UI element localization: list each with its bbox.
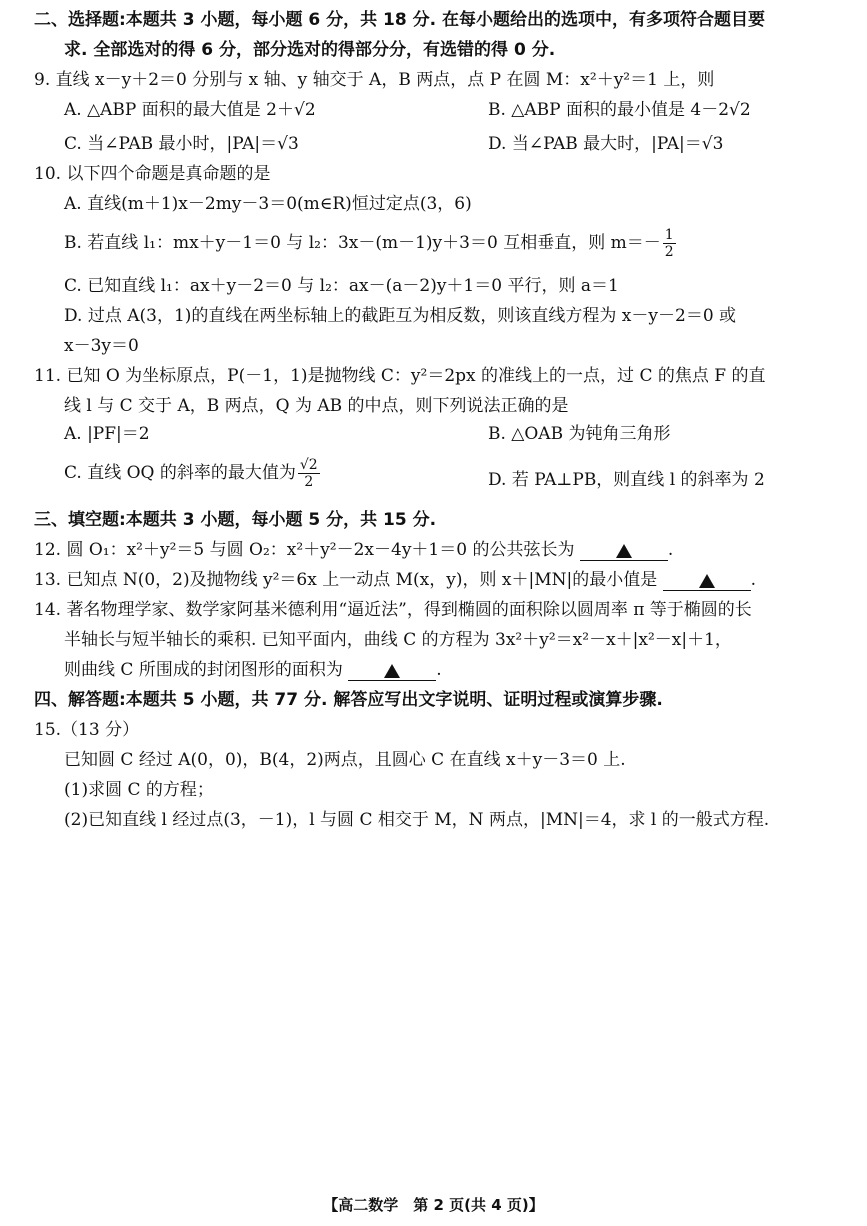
section-2-heading-line-2: 求. 全部选对的得 6 分，部分选对的得部分分，有选错的得 0 分. [64,40,556,60]
question-9-option-d: D. 当∠PAB 最大时，|PA|＝√3 [488,134,724,154]
fraction [298,458,320,489]
section-4-heading: 四、解答题:本题共 5 小题，共 77 分. 解答应写出文字说明、证明过程或演算步骤. [34,690,663,710]
question-15-part-1: (1)求圆 C 的方程； [64,780,214,800]
answer-blank[interactable] [348,662,436,681]
answer-blank[interactable] [580,542,668,561]
question-11-stem-line-2: 线 l 与 C 交于 A，B 两点，Q 为 AB 的中点，则下列说法正确的是 [64,396,569,416]
question-11-option-d: D. 若 PA⊥PB，则直线 l 的斜率为 2 [488,470,765,490]
question-10-stem: 10. 以下四个命题是真命题的是 [34,164,271,184]
question-14-line-1: 14. 著名物理学家、数学家阿基米德利用“逼近法”，得到椭圆的面积除以圆周率 π 等于椭圆的长 [34,600,752,620]
question-11-option-c-text: C. 直线 OQ 的斜率的最大值为 [64,463,296,483]
question-10-option-a: A. 直线(m＋1)x－2my－3＝0(m∈R)恒过定点(3，6) [64,194,472,214]
question-12 [34,540,673,560]
question-14-line-2: 半轴长与短半轴长的乘积. 已知平面内，曲线 C 的方程为 3x²＋y²＝x²－x＋|x²－x|＋1， [64,630,732,650]
question-10-option-b-text: B. 若直线 l₁：mx＋y－1＝0 与 l₂：3x－(m－1)y＋3＝0 互相垂直，则 m＝－ [64,233,661,253]
question-11-option-c [64,458,322,489]
section-2-heading-line-1: 二、选择题:本题共 3 小题，每小题 6 分，共 18 分. 在每小题给出的选项中，有多项符合题目要 [34,10,765,30]
question-13-text: 13. 已知点 N(0，2)及抛物线 y²＝6x 上一动点 M(x，y)，则 x＋|MN|的最小值是 [34,570,658,590]
fraction [663,228,676,259]
question-10-option-c: C. 已知直线 l₁：ax＋y－2＝0 与 l₂：ax－(a－2)y＋1＝0 平行，则 a＝1 [64,276,619,296]
question-9-stem: 9. 直线 x－y＋2＝0 分别与 x 轴、y 轴交于 A，B 两点，点 P 在圆 M：x²＋y²＝1 上，则 [34,70,715,90]
question-11-stem-line-1: 11. 已知 O 为坐标原点，P(－1，1)是抛物线 C：y²＝2px 的准线上的一点，过 C 的焦点 F 的直 [34,366,766,386]
question-15-part-2: (2)已知直线 l 经过点(3，－1)，l 与圆 C 相交于 M，N 两点，|MN|＝4，求 l 的一般式方程. [64,810,770,830]
question-9-option-b: B. △ABP 面积的最小值是 4－2√2 [488,100,751,120]
answer-blank[interactable] [663,572,751,591]
page-footer: 【高二数学 第 2 页(共 4 页)】 [323,1196,544,1214]
question-13 [34,570,756,590]
question-12-text: 12. 圆 O₁：x²＋y²＝5 与圆 O₂：x²＋y²－2x－4y＋1＝0 的公共弦长为 [34,540,575,560]
question-14-text: 则曲线 C 所围成的封闭图形的面积为 [64,660,343,680]
question-12-end: . [667,540,674,560]
fraction-denominator: 2 [304,474,314,490]
question-14-end: . [436,660,442,680]
question-13-end: . [750,570,757,590]
fraction-numerator: 1 [664,227,674,243]
question-10-option-d-line-2: x－3y＝0 [64,336,139,356]
fraction-numerator: √2 [299,457,318,473]
question-11-option-a: A. |PF|＝2 [64,424,150,444]
triangle-icon [616,544,632,558]
question-15-stem: 已知圆 C 经过 A(0，0)，B(4，2)两点，且圆心 C 在直线 x＋y－3＝0 上. [64,750,626,770]
fraction-denominator: 2 [664,244,674,260]
question-15-head: 15.（13 分） [34,720,140,740]
question-11-option-b: B. △OAB 为钝角三角形 [488,424,671,444]
question-10-option-b [64,228,678,259]
question-14-line-3 [64,660,442,680]
triangle-icon [699,574,715,588]
question-9-option-a: A. △ABP 面积的最大值是 2＋√2 [64,100,316,120]
question-10-option-d-line-1: D. 过点 A(3，1)的直线在两坐标轴上的截距互为相反数，则该直线方程为 x－y－2＝0 或 [64,306,737,326]
triangle-icon [384,664,400,678]
section-3-heading: 三、填空题:本题共 3 小题，每小题 5 分，共 15 分. [34,510,437,530]
question-9-option-c: C. 当∠PAB 最小时，|PA|＝√3 [64,134,299,154]
